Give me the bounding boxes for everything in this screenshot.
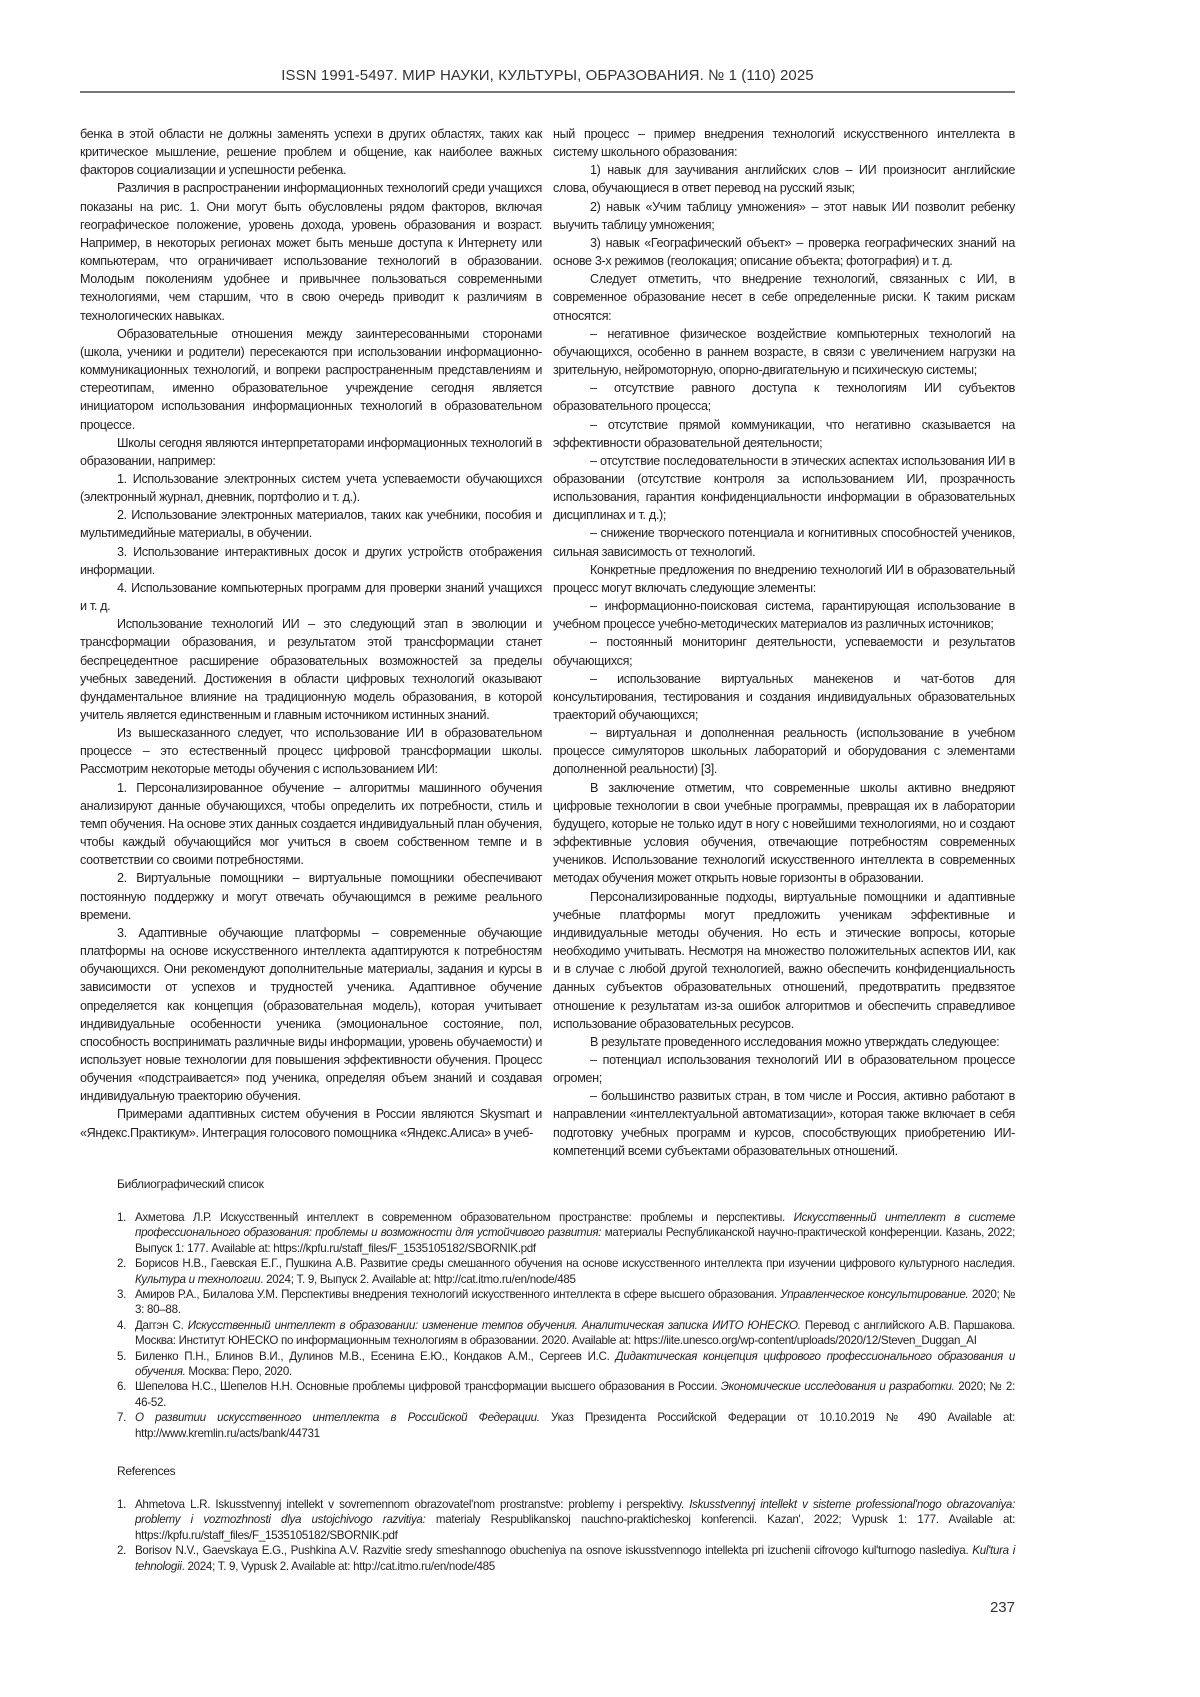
- reference-text: Москва: Перо, 2020.: [186, 1365, 292, 1378]
- reference-text: Борисов Н.В., Гаевская Е.Г., Пушкина А.В. Развитие среды смешанного обучения на основе искусственного интеллекта при изучении цифрового культурного наследия.: [135, 1257, 1015, 1270]
- reference-text: . 2024; Т. 9, Выпуск 2. Available at: http://cat.itmo.ru/en/node/485: [260, 1273, 575, 1286]
- paragraph: 1. Использование электронных систем учета успеваемости обучающихся (электронный журнал, дневник, портфолио и т. д.).: [80, 470, 542, 506]
- paragraph: В результате проведенного исследования можно утверждать следующее:: [553, 1033, 1015, 1051]
- reference-source-title: Культура и технологии: [135, 1273, 260, 1286]
- reference-text: Указ Президента Российской Федерации от 10.10.2019 № 490 Available at: http://www.kremlin.ru/acts/bank/44731: [135, 1411, 1015, 1439]
- reference-entry: [117, 1349, 1015, 1380]
- reference-source-title: Искусственный интеллект в системе профессионального образования: проблемы и возможности для устойчивого развития:: [135, 1211, 1015, 1239]
- reference-text: Ahmetova L.R. Iskusstvennyj intellekt v sovremennom obrazovatel'nom prostranstve: problemy i perspektivy.: [135, 1498, 689, 1511]
- paragraph: – виртуальная и дополненная реальность (использование в учебном процессе симуляторов школьных лабораторий и оборудования с элементами дополненной реальности) [3].: [553, 724, 1015, 778]
- paragraph: ный процесс – пример внедрения технологий искусственного интеллекта в систему школьного образования:: [553, 125, 1015, 161]
- reference-entry: [117, 1287, 1015, 1318]
- reference-body: [135, 1287, 1015, 1318]
- reference-entry: [117, 1543, 1015, 1574]
- paragraph: – использование виртуальных манекенов и чат-ботов для консультирования, тестирования и создания индивидуальных образовательных траекторий обучающихся;: [553, 670, 1015, 724]
- reference-number: 7.: [117, 1410, 135, 1441]
- paragraph: – потенциал использования технологий ИИ в образовательном процессе огромен;: [553, 1051, 1015, 1087]
- paragraph: 2. Виртуальные помощники – виртуальные помощники обеспечивают постоянную поддержку и могут отвечать обучающимся в режиме реального времени.: [80, 869, 542, 923]
- reference-text: 2020; № 2: 46-52.: [135, 1380, 1015, 1408]
- references-heading: References: [117, 1463, 1015, 1479]
- paragraph: – отсутствие последовательности в этических аспектах использования ИИ в образовании (отсутствие контроля за использованием ИИ, прозрачность использования, гарантия конфиденциальности информации в образовательных дисциплинах и т. д.);: [553, 452, 1015, 525]
- reference-text: Шепелова Н.С., Шепелов Н.Н. Основные проблемы цифровой трансформации высшего образования в России.: [135, 1380, 721, 1393]
- bibliography-section: [117, 1176, 1015, 1441]
- reference-source-title: О развитии искусственного интеллекта в Российской Федерации.: [135, 1411, 540, 1424]
- reference-text: материалы Республиканской научно-практической конференции. Казань, 2022; Выпуск 1: 177. Available at: https://kpfu.ru/staff_files/F_1535105182/SBORNIK.pdf: [135, 1226, 1015, 1254]
- reference-number: 1.: [117, 1497, 135, 1543]
- paragraph: В заключение отметим, что современные школы активно внедряют цифровые технологии в свои учебные программы, превращая их в лаборатории будущего, которые не только идут в ногу с новейшими технологиями, но и создают эффективные условия обучения, отвечающие потребностям современных учеников. Использование технологий искусственного интеллекта в современных методах обучения может открыть новые горизонты в образовании.: [553, 779, 1015, 888]
- paragraph: Следует отметить, что внедрение технологий, связанных с ИИ, в современное образование несет в себе определенные риски. К таким рискам относятся:: [553, 270, 1015, 324]
- paragraph: Школы сегодня являются интерпретаторами информационных технологий в образовании, например:: [80, 434, 542, 470]
- reference-number: 2.: [117, 1256, 135, 1287]
- reference-entry: [117, 1256, 1015, 1287]
- body-columns: [80, 125, 1015, 1160]
- paragraph: – отсутствие равного доступа к технологиям ИИ субъектов образовательного процесса;: [553, 379, 1015, 415]
- page-number: 237: [80, 1598, 1015, 1618]
- reference-body: [135, 1497, 1015, 1543]
- left-column: [80, 125, 542, 1160]
- paragraph: 3) навык «Географический объект» – проверка географических знаний на основе 3-х режимов (геолокация; описание объекта; фотография) и т. д.: [553, 234, 1015, 270]
- paragraph: Использование технологий ИИ – это следующий этап в эволюции и трансформации образования, и результатом этой трансформации станет беспрецедентное расширение образовательных возможностей за пределы учебных заведений. Достижения в области цифровых технологий оказывают фундаментальное влияние на традиционную модель образования, в которой учитель является единственным и главным источником истинных знаний.: [80, 615, 542, 724]
- paragraph: 3. Использование интерактивных досок и других устройств отображения информации.: [80, 543, 542, 579]
- paragraph: 2) навык «Учим таблицу умножения» – этот навык ИИ позволит ребенку выучить таблицу умножения;: [553, 198, 1015, 234]
- reference-body: [135, 1210, 1015, 1256]
- paragraph: Конкретные предложения по внедрению технологий ИИ в образовательный процесс могут включать следующие элементы:: [553, 561, 1015, 597]
- reference-text: Даггэн С.: [135, 1319, 188, 1332]
- reference-text: Borisov N.V., Gaevskaya E.G., Pushkina A.V. Razvitie sredy smeshannogo obucheniya na osnove iskusstvennogo intellekta pri izuchenii cifrovogo kul'turnogo naslediya.: [135, 1544, 972, 1557]
- reference-entry: [117, 1318, 1015, 1349]
- paragraph: 1) навык для заучивания английских слов – ИИ произносит английские слова, обучающиеся в ответ перевод на русский язык;: [553, 161, 1015, 197]
- paragraph: 4. Использование компьютерных программ для проверки знаний учащихся и т. д.: [80, 579, 542, 615]
- reference-source-title: Экономические исследования и разработки.: [721, 1380, 955, 1393]
- reference-number: 5.: [117, 1349, 135, 1380]
- reference-source-title: Управленческое консультирование.: [780, 1288, 968, 1301]
- paragraph: – негативное физическое воздействие компьютерных технологий на обучающихся, особенно в раннем возрасте, в связи с увеличением нагрузки на зрительную, нейромоторную, опорно-двигательную и психическую системы;: [553, 325, 1015, 379]
- paragraph: – большинство развитых стран, в том числе и Россия, активно работают в направлении «интеллектуальной автоматизации», которая также включает в себя подготовку учебных программ и курсов, способствующих приобретению ИИ-компетенций всеми субъектами образовательных отношений.: [553, 1087, 1015, 1160]
- reference-source-title: Дидактическая концепция цифрового профессионального образования и обучения.: [135, 1350, 1015, 1378]
- document-page: [0, 0, 1200, 1658]
- paragraph: – отсутствие прямой коммуникации, что негативно сказывается на эффективности образовательной деятельности;: [553, 416, 1015, 452]
- paragraph: 1. Персонализированное обучение – алгоритмы машинного обучения анализируют данные обучающихся, чтобы определить их потребности, стиль и темп обучения. На основе этих данных создается индивидуальный план обучения, чтобы каждый обучающийся мог учиться в своем собственном темпе и в соответствии со своими потребностями.: [80, 779, 542, 870]
- paragraph: 3. Адаптивные обучающие платформы – современные обучающие платформы на основе искусственного интеллекта адаптируются к потребностям обучающихся. Они рекомендуют дополнительные материалы, задания и курсы в зависимости от успехов и трудностей ученика. Адаптивное обучение определяется как концепция (образовательная модель), которая учитывает индивидуальные особенности ученика (эмоциональное состояние, пол, способность воспринимать различные виды информации, уровень обучаемости) и использует новые технологии для повышения эффективности обучения. Процесс обучения «подстраивается» под ученика, определяя объем знаний и создавая индивидуальную траекторию обучения.: [80, 924, 542, 1106]
- reference-entry: [117, 1497, 1015, 1543]
- reference-text: Ахметова Л.Р. Искусственный интеллект в современном образовательном пространстве: проблемы и перспективы.: [135, 1211, 794, 1224]
- paragraph: Персонализированные подходы, виртуальные помощники и адаптивные учебные платформы могут предложить ученикам эффективные и индивидуальные методы обучения. Но есть и этические вопросы, которые необходимо учитывать. Несмотря на множество положительных аспектов ИИ, как и в случае с любой другой технологией, важно обеспечить конфиденциальность данных субъектов образовательных отношений, предотвратить предвзятое отношение к результатам из-за ошибок алгоритмов и обеспечить справедливое использование образовательных ресурсов.: [553, 888, 1015, 1033]
- reference-number: 6.: [117, 1379, 135, 1410]
- references-section: [117, 1463, 1015, 1574]
- reference-number: 1.: [117, 1210, 135, 1256]
- reference-source-title: Kul'tura i tehnologii: [135, 1544, 1015, 1572]
- reference-body: [135, 1256, 1015, 1287]
- reference-entry: [117, 1210, 1015, 1256]
- paragraph: 2. Использование электронных материалов, таких как учебники, пособия и мультимедийные материалы, в обучении.: [80, 506, 542, 542]
- paragraph: Различия в распространении информационных технологий среди учащихся показаны на рис. 1. Они могут быть обусловлены рядом факторов, включая географическое положение, уровень дохода, уровень образования и возраст. Например, в некоторых регионах может быть меньше доступа к Интернету или компьютерам, что ограничивает использование технологий в образовании. Молодым поколениям удобнее и привычнее пользоваться современными технологиями, чем старшим, что в свою очередь приводит к различиям в технологических навыках.: [80, 179, 542, 324]
- paragraph: Образовательные отношения между заинтересованными сторонами (школа, ученики и родители) пересекаются при использовании информационно-коммуникационных технологий, и вопреки распространенным представлениям и стереотипам, именно образовательное учреждение сегодня является инициатором использования информационных технологий в образовательном процессе.: [80, 325, 542, 434]
- reference-source-title: Iskusstvennyj intellekt v sisteme professional'nogo obrazovaniya: problemy i vozmozhnosti dlya ustojchivogo razvitiya:: [135, 1498, 1015, 1526]
- reference-body: [135, 1349, 1015, 1380]
- reference-entry: [117, 1379, 1015, 1410]
- reference-text: materialy Respublikanskoj nauchno-prakticheskoj konferencii. Kazan', 2022; Vypusk 1: 177. Available at: https://kpfu.ru/staff_files/F_1535105182/SBORNIK.pdf: [135, 1513, 1015, 1541]
- reference-number: 3.: [117, 1287, 135, 1318]
- reference-body: [135, 1379, 1015, 1410]
- references-list: [117, 1497, 1015, 1574]
- paragraph: – постоянный мониторинг деятельности, успеваемости и результатов обучающихся;: [553, 633, 1015, 669]
- reference-body: [135, 1543, 1015, 1574]
- running-header: ISSN 1991-5497. МИР НАУКИ, КУЛЬТУРЫ, ОБРАЗОВАНИЯ. № 1 (110) 2025: [80, 66, 1015, 86]
- reference-entry: [117, 1410, 1015, 1441]
- reference-text: Амиров Р.А., Билалова У.М. Перспективы внедрения технологий искусственного интеллекта в сфере высшего образования.: [135, 1288, 780, 1301]
- reference-source-title: Искусственный интеллект в образовании: изменение темпов обучения. Аналитическая записка ИИТО ЮНЕСКО.: [188, 1319, 801, 1332]
- paragraph: – снижение творческого потенциала и когнитивных способностей учеников, сильная зависимость от технологий.: [553, 524, 1015, 560]
- reference-number: 4.: [117, 1318, 135, 1349]
- paragraph: – информационно-поисковая система, гарантирующая использование в учебном процессе учебно-методических материалов из различных источников;: [553, 597, 1015, 633]
- paragraph: Из вышесказанного следует, что использование ИИ в образовательном процессе – это естественный процесс цифровой трансформации школы. Рассмотрим некоторые методы обучения с использованием ИИ:: [80, 724, 542, 778]
- bibliography-list: [117, 1210, 1015, 1441]
- bibliography-heading: Библиографический список: [117, 1176, 1015, 1192]
- paragraph: бенка в этой области не должны заменять успехи в других областях, таких как критическое мышление, решение проблем и общение, как наиболее важных факторов социализации и успешности ребенка.: [80, 125, 542, 179]
- reference-text: 2020; № 3: 80–88.: [135, 1288, 1015, 1316]
- reference-body: [135, 1410, 1015, 1441]
- reference-body: [135, 1318, 1015, 1349]
- right-column: [553, 125, 1015, 1160]
- reference-number: 2.: [117, 1543, 135, 1574]
- reference-text: . 2024; T. 9, Vypusk 2. Available at: http://cat.itmo.ru/en/node/485: [182, 1560, 495, 1573]
- paragraph: Примерами адаптивных систем обучения в России являются Skysmart и «Яндекс.Практикум». Интеграция голосового помощника «Яндекс.Алиса» в учеб-: [80, 1105, 542, 1141]
- header-rule: [80, 91, 1015, 93]
- reference-text: Перевод с английского А.В. Паршакова. Москва: Институт ЮНЕСКО по информационным технологиям в образовании. 2020. Available at: https://iite.unesco.org/wp-content/uploads/2020/12/Steven_Duggan_AI: [135, 1319, 1015, 1347]
- reference-text: Биленко П.Н., Блинов В.И., Дулинов М.В., Есенина Е.Ю., Кондаков А.М., Сергеев И.С.: [135, 1350, 616, 1363]
